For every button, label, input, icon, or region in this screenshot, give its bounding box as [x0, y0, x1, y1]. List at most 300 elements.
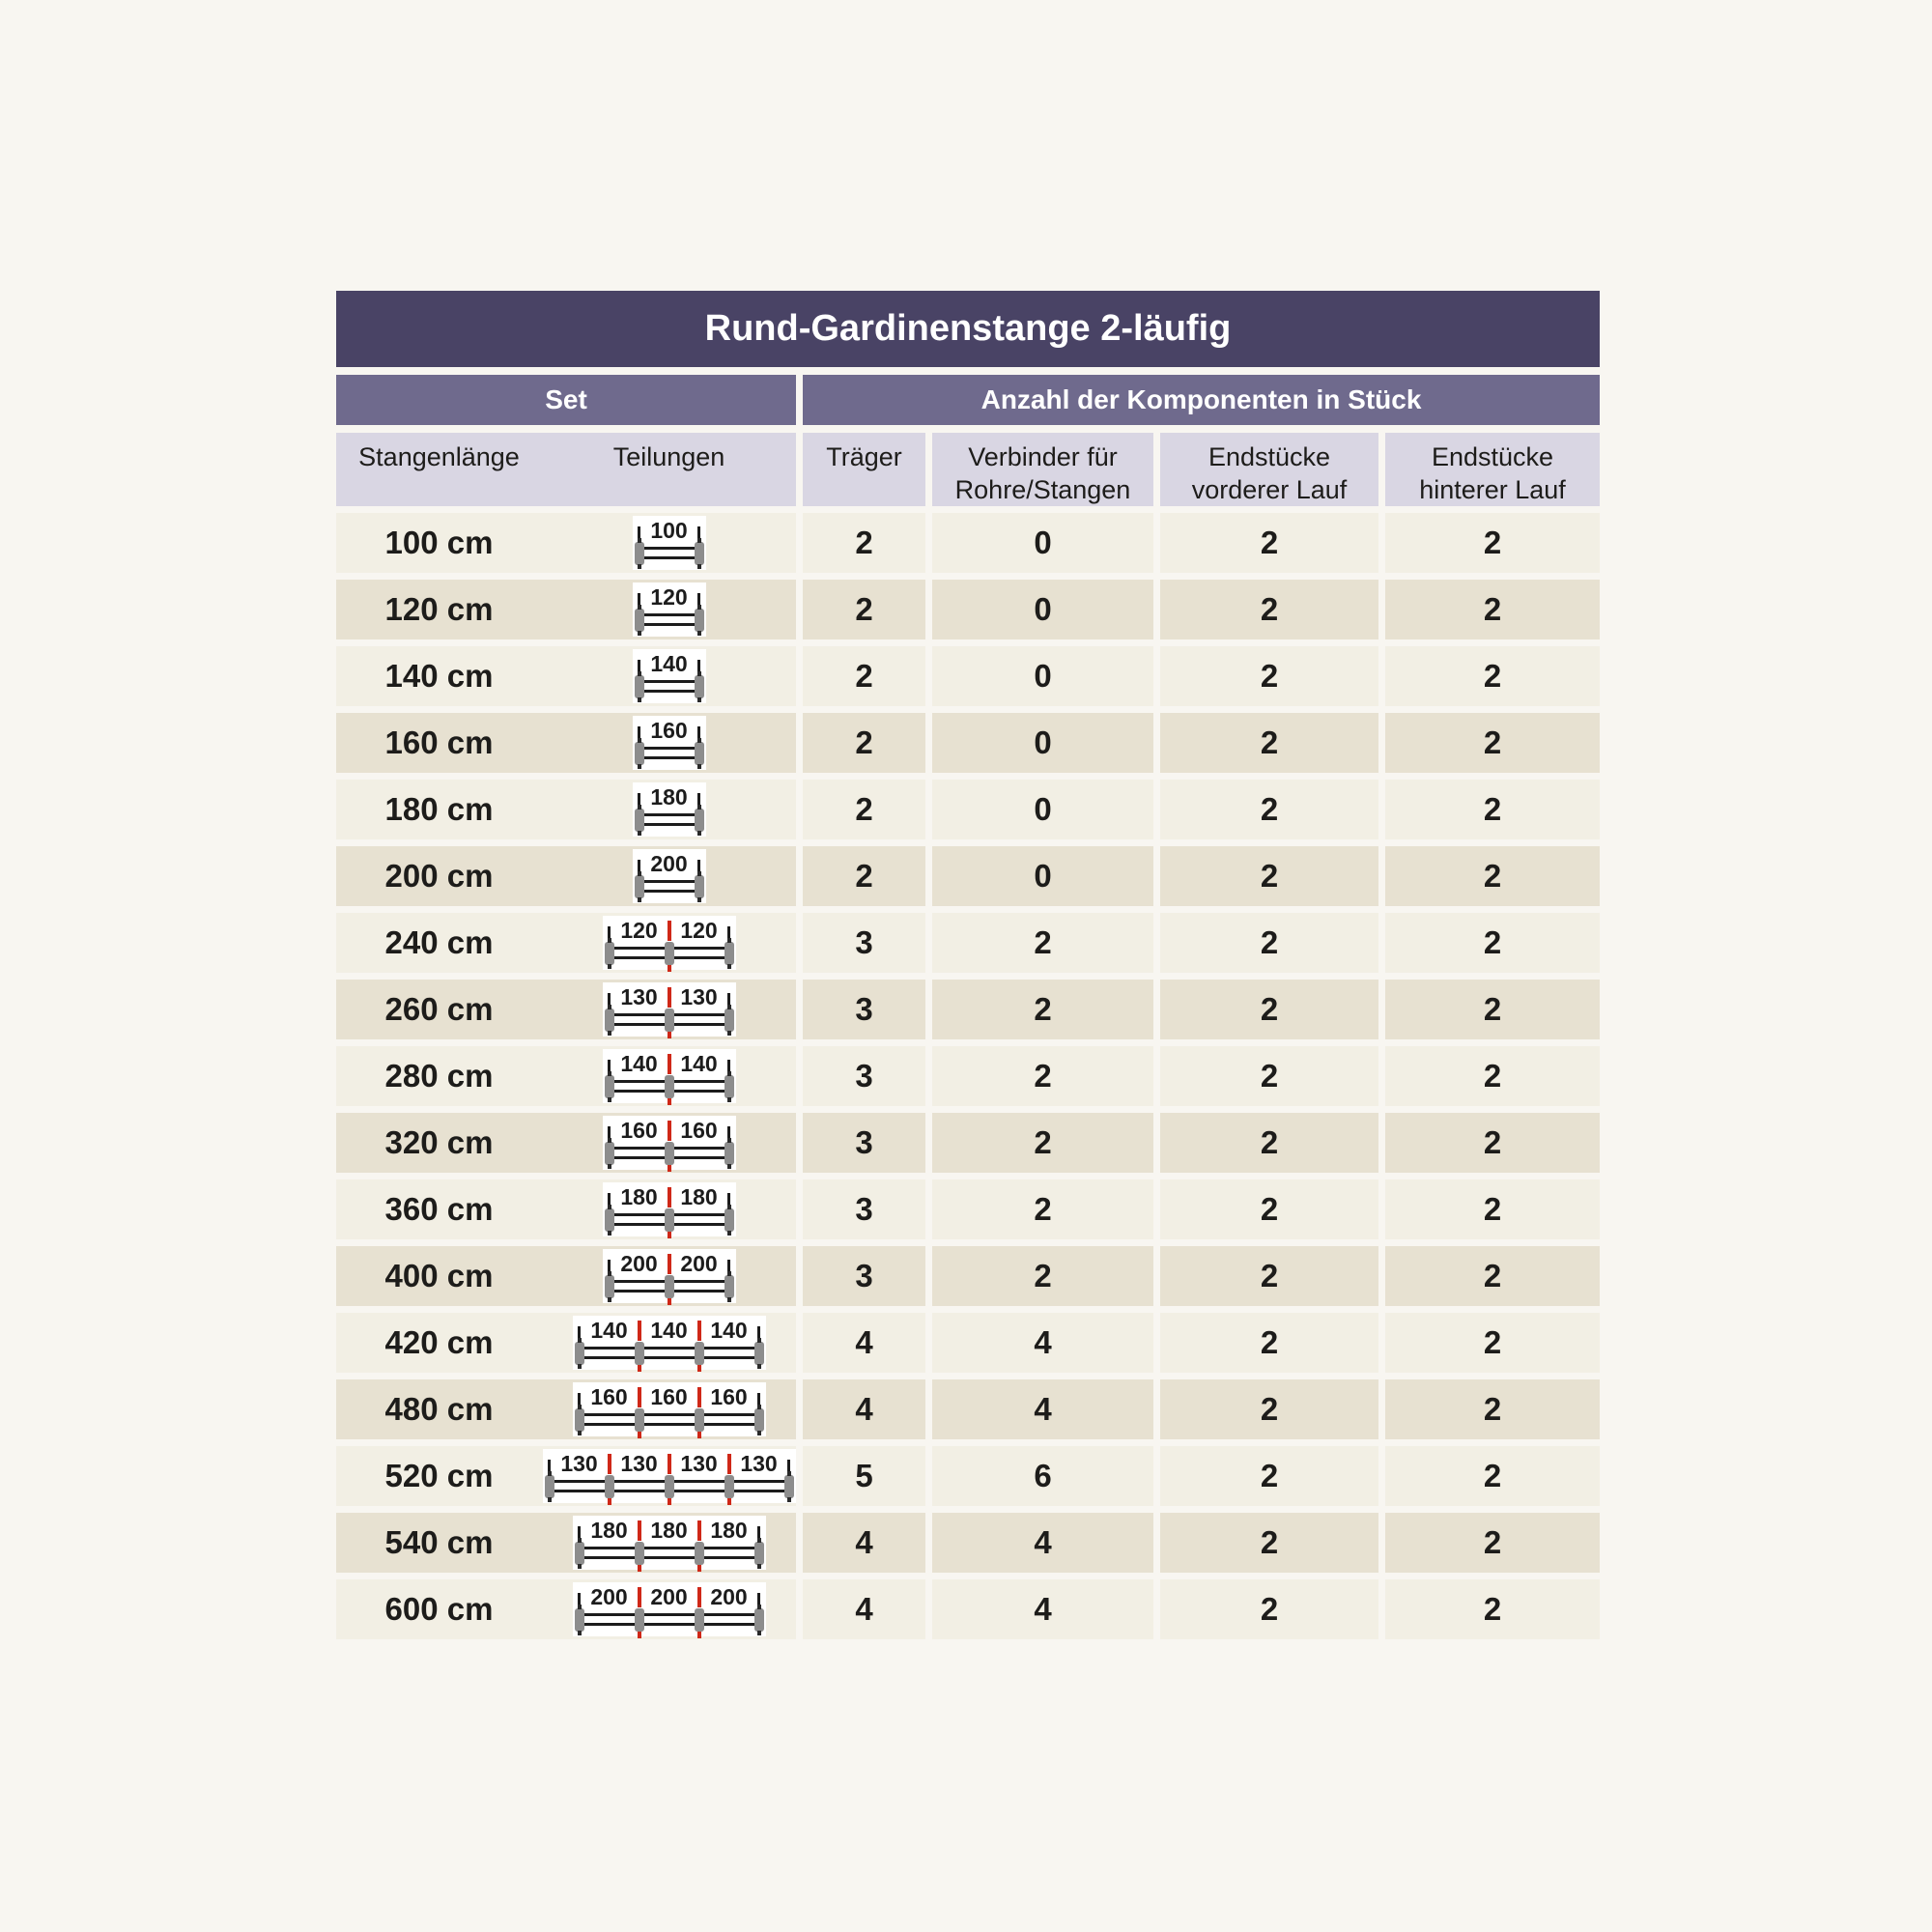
- row-verbinder: 2: [932, 1246, 1153, 1306]
- row-traeger: 2: [803, 846, 925, 906]
- row-traeger: 3: [803, 1179, 925, 1239]
- end-bracket-icon: [635, 609, 644, 632]
- row-hinterer: 2: [1385, 1513, 1600, 1573]
- set-cell: [336, 1379, 796, 1439]
- rod-diagram-inner: [580, 1318, 759, 1368]
- rod-diagram-inner: [610, 1251, 729, 1301]
- rod-diagram: [633, 849, 706, 903]
- joint-tick-red: [697, 1387, 701, 1407]
- set-cell: [336, 1113, 796, 1173]
- segment-length-label: 200: [650, 1584, 688, 1609]
- end-bracket-icon: [724, 942, 734, 965]
- row-traeger: 3: [803, 1246, 925, 1306]
- end-bracket-icon: [754, 1542, 764, 1565]
- rod-diagram-inner: [639, 718, 699, 768]
- segment-length-row: [580, 1318, 759, 1343]
- row-hinterer: 2: [1385, 513, 1600, 573]
- row-length: 240 cm: [384, 924, 494, 960]
- header-traeger-line1: Träger: [826, 442, 902, 471]
- row-hinterer: 2: [1385, 1313, 1600, 1373]
- end-bracket-icon: [724, 1275, 734, 1298]
- joint-tick-red: [638, 1321, 641, 1341]
- diagram-area: [542, 916, 796, 970]
- end-bracket-icon: [605, 1208, 614, 1232]
- diagram-area: [542, 582, 796, 637]
- rod-diagram-inner: [639, 651, 699, 701]
- header-teilungen: Teilungen: [612, 442, 725, 471]
- end-bracket-icon: [635, 542, 644, 565]
- row-hinterer: 2: [1385, 1579, 1600, 1639]
- group-header-components-label: Anzahl der Komponenten in Stück: [980, 384, 1422, 414]
- row-length: 100 cm: [384, 525, 494, 560]
- rod-diagram-inner: [639, 784, 699, 835]
- row-length: 200 cm: [384, 858, 494, 894]
- joint-tick-red: [668, 1187, 671, 1208]
- diagram-area: [542, 1516, 796, 1570]
- segment-length-label: 180: [680, 1184, 718, 1209]
- row-traeger: 4: [803, 1313, 925, 1373]
- end-bracket-icon: [695, 542, 704, 565]
- row-verbinder: 0: [932, 646, 1153, 706]
- diagram-area: [542, 1449, 796, 1503]
- end-bracket-icon: [575, 1342, 584, 1365]
- end-bracket-icon: [635, 742, 644, 765]
- rod-lines: [580, 1547, 759, 1559]
- diagram-area: [542, 716, 796, 770]
- segment-length-label: 130: [740, 1451, 778, 1476]
- rod-lines: [639, 747, 699, 759]
- header-traeger: [803, 433, 925, 506]
- row-verbinder: 2: [932, 1046, 1153, 1106]
- segment-length-row: [639, 718, 699, 743]
- diagram-area: [542, 1582, 796, 1636]
- row-traeger: 3: [803, 913, 925, 973]
- table-row: [336, 1113, 1600, 1173]
- segment-length-row: [639, 784, 699, 810]
- table-row: [336, 1246, 1600, 1306]
- row-vorderer: 2: [1160, 1246, 1378, 1306]
- rod-diagram-inner: [639, 584, 699, 635]
- joint-bracket-icon: [695, 1342, 704, 1365]
- diagram-area: [542, 1382, 796, 1436]
- joint-bracket-icon: [635, 1608, 644, 1632]
- set-cell: [336, 1313, 796, 1373]
- segment-length-label: 200: [680, 1251, 718, 1276]
- diagram-area: [542, 1316, 796, 1370]
- table-row: [336, 846, 1600, 906]
- row-verbinder: 2: [932, 980, 1153, 1039]
- end-bracket-icon: [605, 1009, 614, 1032]
- row-length: 320 cm: [384, 1124, 494, 1160]
- row-verbinder: 0: [932, 780, 1153, 839]
- joint-tick-red: [697, 1587, 701, 1607]
- row-hinterer: 2: [1385, 580, 1600, 639]
- row-traeger: 5: [803, 1446, 925, 1506]
- table-row: [336, 1446, 1600, 1506]
- segment-length-label: 160: [650, 1384, 688, 1409]
- segment-length-label: 120: [620, 918, 658, 943]
- joint-tick-red: [638, 1520, 641, 1541]
- row-vorderer: 2: [1160, 1179, 1378, 1239]
- end-bracket-icon: [635, 675, 644, 698]
- row-traeger: 2: [803, 580, 925, 639]
- rod-diagram-inner: [610, 1051, 729, 1101]
- segment-length-row: [639, 584, 699, 610]
- rod-diagram-inner: [639, 851, 699, 901]
- segment-length-row: [580, 1384, 759, 1409]
- joint-bracket-icon: [695, 1542, 704, 1565]
- row-hinterer: 2: [1385, 713, 1600, 773]
- joint-tick-red: [668, 1054, 671, 1074]
- end-bracket-icon: [605, 1275, 614, 1298]
- rod-lines: [580, 1613, 759, 1626]
- row-length: 400 cm: [384, 1258, 494, 1293]
- header-verbinder-line2: Rohre/Stangen: [954, 475, 1131, 504]
- row-length: 480 cm: [384, 1391, 494, 1427]
- rod-diagram-inner: [610, 984, 729, 1035]
- row-verbinder: 0: [932, 713, 1153, 773]
- joint-bracket-icon: [635, 1542, 644, 1565]
- table-row: [336, 780, 1600, 839]
- joint-bracket-icon: [695, 1408, 704, 1432]
- diagram-area: [542, 782, 796, 837]
- segment-length-label: 130: [560, 1451, 598, 1476]
- joint-bracket-icon: [635, 1342, 644, 1365]
- segment-length-label: 130: [620, 984, 658, 1009]
- row-hinterer: 2: [1385, 646, 1600, 706]
- row-vorderer: 2: [1160, 713, 1378, 773]
- row-verbinder: 4: [932, 1513, 1153, 1573]
- table-row: [336, 1579, 1600, 1639]
- row-verbinder: 2: [932, 1179, 1153, 1239]
- row-length: 140 cm: [384, 658, 494, 694]
- end-bracket-icon: [695, 742, 704, 765]
- end-bracket-icon: [605, 1075, 614, 1098]
- rod-diagram-inner: [610, 918, 729, 968]
- joint-bracket-icon: [665, 942, 674, 965]
- header-endstuecke-vorderer-line1: Endstücke: [1208, 442, 1331, 471]
- row-vorderer: 2: [1160, 913, 1378, 973]
- rod-diagram: [633, 782, 706, 837]
- end-bracket-icon: [695, 809, 704, 832]
- rod-lines: [639, 680, 699, 693]
- joint-tick-red: [638, 1587, 641, 1607]
- segment-length-label: 180: [590, 1518, 628, 1543]
- joint-bracket-icon: [665, 1208, 674, 1232]
- segment-length-label: 200: [620, 1251, 658, 1276]
- row-vorderer: 2: [1160, 1513, 1378, 1573]
- end-bracket-icon: [724, 1142, 734, 1165]
- rod-diagram: [603, 982, 736, 1037]
- row-vorderer: 2: [1160, 846, 1378, 906]
- segment-length-label: 140: [650, 1318, 688, 1343]
- joint-tick-red: [668, 1254, 671, 1274]
- row-length: 160 cm: [384, 724, 494, 760]
- segment-length-label: 100: [650, 518, 688, 543]
- joint-bracket-icon: [665, 1275, 674, 1298]
- table-title: Rund-Gardinenstange 2-läufig: [704, 308, 1232, 349]
- segment-length-row: [639, 851, 699, 876]
- table-row: [336, 1379, 1600, 1439]
- set-cell: [336, 513, 796, 573]
- rod-diagram-inner: [580, 1384, 759, 1435]
- row-hinterer: 2: [1385, 913, 1600, 973]
- row-verbinder: 4: [932, 1379, 1153, 1439]
- table-row: [336, 980, 1600, 1039]
- header-verbinder-line1: Verbinder für: [968, 442, 1118, 471]
- segment-length-label: 180: [650, 1518, 688, 1543]
- end-bracket-icon: [695, 609, 704, 632]
- rod-diagram: [633, 716, 706, 770]
- rod-diagram: [603, 1116, 736, 1170]
- row-length: 540 cm: [384, 1524, 494, 1560]
- row-verbinder: 0: [932, 580, 1153, 639]
- segment-length-label: 160: [590, 1384, 628, 1409]
- rod-diagram: [543, 1449, 796, 1503]
- row-vorderer: 2: [1160, 580, 1378, 639]
- joint-tick-red: [638, 1387, 641, 1407]
- header-endstuecke-vorderer-line2: vorderer Lauf: [1191, 475, 1348, 504]
- group-header-components: [803, 375, 1600, 425]
- row-length: 280 cm: [384, 1058, 494, 1094]
- rod-lines: [639, 547, 699, 559]
- rod-diagram: [573, 1316, 766, 1370]
- row-vorderer: 2: [1160, 1313, 1378, 1373]
- header-endstuecke-hinterer-line2: hinterer Lauf: [1419, 475, 1566, 504]
- segment-length-label: 130: [620, 1451, 658, 1476]
- segment-length-row: [639, 518, 699, 543]
- table-row: [336, 1513, 1600, 1573]
- header-endstuecke-vorderer: [1160, 433, 1378, 506]
- table-body: [336, 513, 1600, 1639]
- rod-diagram-inner: [580, 1584, 759, 1634]
- table-row: [336, 1046, 1600, 1106]
- diagram-area: [542, 1182, 796, 1236]
- diagram-area: [542, 849, 796, 903]
- diagram-area: [542, 649, 796, 703]
- row-length: 120 cm: [384, 591, 494, 627]
- row-hinterer: 2: [1385, 780, 1600, 839]
- row-traeger: 2: [803, 513, 925, 573]
- set-cell: [336, 1446, 796, 1506]
- row-vorderer: 2: [1160, 646, 1378, 706]
- rod-diagram: [573, 1382, 766, 1436]
- rod-lines: [580, 1413, 759, 1426]
- segment-length-row: [580, 1584, 759, 1609]
- diagram-area: [542, 982, 796, 1037]
- rod-lines: [639, 613, 699, 626]
- row-length: 260 cm: [384, 991, 494, 1027]
- rod-diagram: [603, 1182, 736, 1236]
- joint-tick-red: [727, 1454, 731, 1474]
- set-cell: [336, 580, 796, 639]
- set-cell: [336, 1246, 796, 1306]
- joint-bracket-icon: [665, 1075, 674, 1098]
- segment-length-label: 180: [650, 784, 688, 810]
- row-vorderer: 2: [1160, 1446, 1378, 1506]
- row-vorderer: 2: [1160, 1579, 1378, 1639]
- joint-bracket-icon: [724, 1475, 734, 1498]
- row-hinterer: 2: [1385, 1379, 1600, 1439]
- row-traeger: 4: [803, 1513, 925, 1573]
- table-row: [336, 1313, 1600, 1373]
- rod-diagram-inner: [639, 518, 699, 568]
- diagram-area: [542, 1249, 796, 1303]
- group-header-set: [336, 375, 796, 425]
- joint-tick-red: [608, 1454, 611, 1474]
- end-bracket-icon: [754, 1408, 764, 1432]
- header-cell-set: [336, 433, 796, 506]
- group-header-row: [336, 375, 1600, 425]
- end-bracket-icon: [605, 942, 614, 965]
- rod-diagram: [603, 1049, 736, 1103]
- table-row: [336, 646, 1600, 706]
- end-bracket-icon: [695, 675, 704, 698]
- segment-length-label: 160: [620, 1118, 658, 1143]
- table-row: [336, 513, 1600, 573]
- set-cell: [336, 646, 796, 706]
- end-bracket-icon: [575, 1408, 584, 1432]
- rod-diagram: [603, 916, 736, 970]
- rod-diagram: [573, 1582, 766, 1636]
- row-length: 600 cm: [384, 1591, 494, 1627]
- set-cell: [336, 1046, 796, 1106]
- row-verbinder: 0: [932, 513, 1153, 573]
- row-hinterer: 2: [1385, 1179, 1600, 1239]
- joint-tick-red: [668, 987, 671, 1008]
- joint-tick-red: [668, 1454, 671, 1474]
- segment-length-label: 200: [590, 1584, 628, 1609]
- segment-length-label: 160: [650, 718, 688, 743]
- set-cell: [336, 1579, 796, 1639]
- row-vorderer: 2: [1160, 1113, 1378, 1173]
- rod-diagram: [633, 582, 706, 637]
- rod-lines: [580, 1347, 759, 1359]
- joint-bracket-icon: [635, 1408, 644, 1432]
- end-bracket-icon: [545, 1475, 554, 1498]
- row-vorderer: 2: [1160, 1379, 1378, 1439]
- set-cell: [336, 780, 796, 839]
- diagram-area: [542, 1116, 796, 1170]
- segment-length-label: 140: [590, 1318, 628, 1343]
- header-endstuecke-hinterer-line1: Endstücke: [1431, 442, 1554, 471]
- row-traeger: 3: [803, 1113, 925, 1173]
- row-verbinder: 6: [932, 1446, 1153, 1506]
- segment-length-label: 180: [620, 1184, 658, 1209]
- diagram-area: [542, 1049, 796, 1103]
- segment-length-label: 200: [710, 1584, 748, 1609]
- row-verbinder: 4: [932, 1579, 1153, 1639]
- joint-bracket-icon: [695, 1608, 704, 1632]
- set-cell: [336, 846, 796, 906]
- rod-diagram-inner: [580, 1518, 759, 1568]
- row-verbinder: 2: [932, 913, 1153, 973]
- row-vorderer: 2: [1160, 780, 1378, 839]
- table-row: [336, 1179, 1600, 1239]
- set-cell: [336, 1513, 796, 1573]
- rod-diagram-inner: [550, 1451, 789, 1501]
- segment-length-row: [580, 1518, 759, 1543]
- end-bracket-icon: [724, 1075, 734, 1098]
- row-vorderer: 2: [1160, 513, 1378, 573]
- row-traeger: 3: [803, 1046, 925, 1106]
- rod-diagram: [573, 1516, 766, 1570]
- end-bracket-icon: [784, 1475, 794, 1498]
- row-traeger: 3: [803, 980, 925, 1039]
- segment-length-label: 130: [680, 1451, 718, 1476]
- end-bracket-icon: [575, 1542, 584, 1565]
- row-length: 180 cm: [384, 791, 494, 827]
- segment-length-label: 140: [650, 651, 688, 676]
- end-bracket-icon: [575, 1608, 584, 1632]
- end-bracket-icon: [724, 1208, 734, 1232]
- row-hinterer: 2: [1385, 980, 1600, 1039]
- row-vorderer: 2: [1160, 1046, 1378, 1106]
- joint-tick-red: [697, 1321, 701, 1341]
- row-hinterer: 2: [1385, 1046, 1600, 1106]
- joint-bracket-icon: [665, 1142, 674, 1165]
- diagram-area: [542, 516, 796, 570]
- segment-length-label: 120: [650, 584, 688, 610]
- joint-tick-red: [697, 1520, 701, 1541]
- column-header-row: [336, 433, 1600, 506]
- row-traeger: 2: [803, 713, 925, 773]
- group-header-set-label: Set: [545, 384, 587, 414]
- row-length: 420 cm: [384, 1324, 494, 1360]
- segment-length-label: 180: [710, 1518, 748, 1543]
- table-row: [336, 913, 1600, 973]
- segment-length-label: 130: [680, 984, 718, 1009]
- joint-bracket-icon: [605, 1475, 614, 1498]
- header-verbinder: [932, 433, 1153, 506]
- end-bracket-icon: [695, 875, 704, 898]
- rod-diagram: [603, 1249, 736, 1303]
- joint-bracket-icon: [665, 1009, 674, 1032]
- segment-length-label: 140: [620, 1051, 658, 1076]
- end-bracket-icon: [635, 875, 644, 898]
- segment-length-label: 140: [680, 1051, 718, 1076]
- row-verbinder: 4: [932, 1313, 1153, 1373]
- set-cell: [336, 713, 796, 773]
- set-cell: [336, 913, 796, 973]
- row-traeger: 4: [803, 1579, 925, 1639]
- joint-bracket-icon: [665, 1475, 674, 1498]
- end-bracket-icon: [754, 1342, 764, 1365]
- set-cell: [336, 1179, 796, 1239]
- row-length: 520 cm: [384, 1458, 494, 1493]
- row-hinterer: 2: [1385, 1113, 1600, 1173]
- row-vorderer: 2: [1160, 980, 1378, 1039]
- header-endstuecke-hinterer: [1385, 433, 1600, 506]
- end-bracket-icon: [605, 1142, 614, 1165]
- end-bracket-icon: [635, 809, 644, 832]
- segment-length-label: 160: [710, 1384, 748, 1409]
- segment-length-row: [639, 651, 699, 676]
- rod-lines: [639, 813, 699, 826]
- row-hinterer: 2: [1385, 1446, 1600, 1506]
- header-stangenlaenge: Stangenlänge: [358, 442, 520, 471]
- row-hinterer: 2: [1385, 1246, 1600, 1306]
- row-verbinder: 0: [932, 846, 1153, 906]
- joint-tick-red: [668, 1121, 671, 1141]
- joint-tick-red: [668, 921, 671, 941]
- segment-length-label: 160: [680, 1118, 718, 1143]
- rod-diagram-inner: [610, 1118, 729, 1168]
- segment-length-label: 120: [680, 918, 718, 943]
- segment-length-label: 200: [650, 851, 688, 876]
- rod-lines: [639, 880, 699, 893]
- row-verbinder: 2: [932, 1113, 1153, 1173]
